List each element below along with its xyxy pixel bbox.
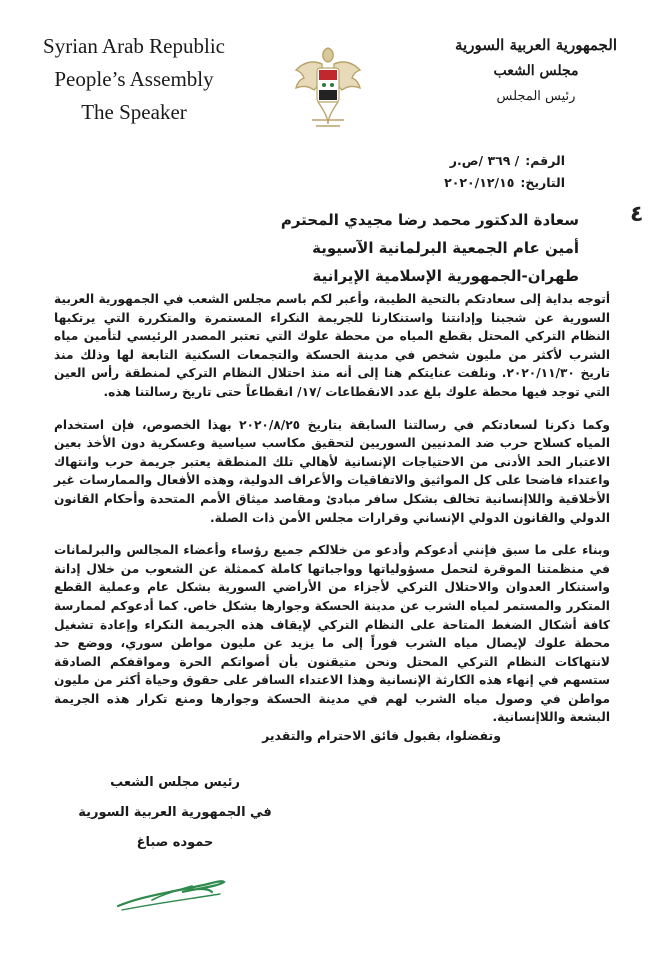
body-paragraph: وبناء على ما سبق فإنني أدعوكم وأدعو من خلالكم جميع رؤساء وأعضاء المجالس والبرلمانات في منظمتنا الموقرة لتحمل مسؤولياتها وواجباتها كاملة كممثلة عن الشعوب من خلال إدانة واستنكار العدوان والاحتلال التركي لأجزاء من الأراضي السورية بشكل عام وعملية القطع المتكرر والمستمر لمياه الشرب عن مدينة الحسكة وجوارها بشكل خاص. كما أدعوكم لممارسة كافة أشكال الضغط المتاحة على النظام التركي لإيقاف هذه الجريمة النكراء وإعادة تشغيل محطة علوك لإيصال مياه الشرب فوراً إلى ما يزيد عن مليون مواطن سوري، ووضع حد لانتهاكات النظام التركي المحتل ونحن متيقنون بأن أصواتكم الحرة ومواقفكم الصادقة ستسهم في إنهاء هذه الكارثة الإنسانية وهذا الاعتداء السافر على حقوق وحياة أكثر من مليون مواطن في وصول مياه الشرب لهم في مدينة الحسكة وجوارها ومنع تكرار هذه الجريمة البشعة واللاإنسانية. xyxy=(54,543,610,725)
letterhead-institution: People’s Assembly xyxy=(54,67,214,91)
arabic-letterhead xyxy=(441,32,631,110)
letterhead-country-ar: الجمهورية العربية السورية xyxy=(455,36,617,54)
addressee-location: طهران-الجمهورية الإسلامية الإيرانية xyxy=(312,267,579,285)
closing-line: وتفضلوا، بقبول فائق الاحترام والتقدير xyxy=(262,728,501,743)
reference-number-label: الرقم: xyxy=(525,153,565,168)
handwritten-signature xyxy=(112,866,232,916)
reference-number-value: / ٣٦٩ /ص.ر xyxy=(449,153,520,168)
addressee-block xyxy=(59,206,579,290)
reference-date-label: التاريخ: xyxy=(520,175,565,190)
letterhead-office: The Speaker xyxy=(81,100,187,124)
letter-body xyxy=(54,290,610,741)
signatory-block xyxy=(75,768,275,858)
signatory-country: في الجمهورية العربية السورية xyxy=(78,805,272,820)
signatory-title: رئيس مجلس الشعب xyxy=(110,775,240,790)
english-letterhead xyxy=(14,30,254,129)
letterhead-institution-ar: مجلس الشعب xyxy=(493,63,579,79)
signatory-name: حموده صباغ xyxy=(136,835,214,850)
addressee-name: سعادة الدكتور محمد رضا مجيدي المحترم xyxy=(280,211,579,229)
body-paragraph: وكما ذكرنا لسعادتكم في رسالتنا السابقة بتاريخ ٢٠٢٠/٨/٢٥ بهذا الخصوص، فإن استخدام المياه كسلاح حرب ضد المدنيين السوريين لتحقيق مكاسب سياسية وعسكرية دون الأخذ بعين الاعتبار الحد الأدنى من الاحتياجات الإنسانية لأهالي تلك المنطقة يعتبر جريمة حرب وانتهاك واعتداء فاضحا على كل المواثيق والاتفاقيات والأعراف الدولية، وهذه الأفعال والممارسات غير الأخلاقية واللاإنسانية تخالف بشكل سافر مبادئ ومقاصد ميثاق الأمم المتحدة وأحكام القانون الدولي والقانون الدولي الإنساني وقرارات مجلس الأمن ذات الصلة. xyxy=(54,417,610,525)
reference-block xyxy=(438,150,565,194)
reference-date-row xyxy=(438,172,565,194)
letterhead-country: Syrian Arab Republic xyxy=(43,34,225,58)
body-paragraph: أتوجه بداية إلى سعادتكم بالتحية الطيبة، وأعبر لكم باسم مجلس الشعب في الجمهورية العربية السورية عن شجبنا وإدانتنا واستنكارنا للجريمة النكراء المستمرة والمتكررة التي يرتكبها النظام التركي المحتل بقطع المياه من محطة علوك التي تعتبر المصدر الرئيسي لتأمين مياه الشرب لأكثر من مليون شخص في مدينة الحسكة والتجمعات السكنية التابعة لها وذلك منذ تاريخ ٢٠٢٠/١١/٣٠. ونلفت عنايتكم هنا إلى أنه منذ احتلال النظام التركي لمنطقة رأس العين التي توجد فيها محطة علوك بلغ عدد الانقطاعات /١٧/ انقطاعاً حتى تاريخ رسالتنا هذه. xyxy=(54,292,611,399)
reference-date-value: ٢٠٢٠/١٢/١٥ xyxy=(444,175,515,190)
margin-mark: ٤ xyxy=(630,202,644,227)
addressee-title: أمين عام الجمعية البرلمانية الآسيوية xyxy=(312,239,579,257)
reference-number-row xyxy=(438,150,565,172)
letterhead-office-ar: رئيس المجلس xyxy=(496,89,576,104)
syrian-eagle-emblem xyxy=(292,42,364,134)
